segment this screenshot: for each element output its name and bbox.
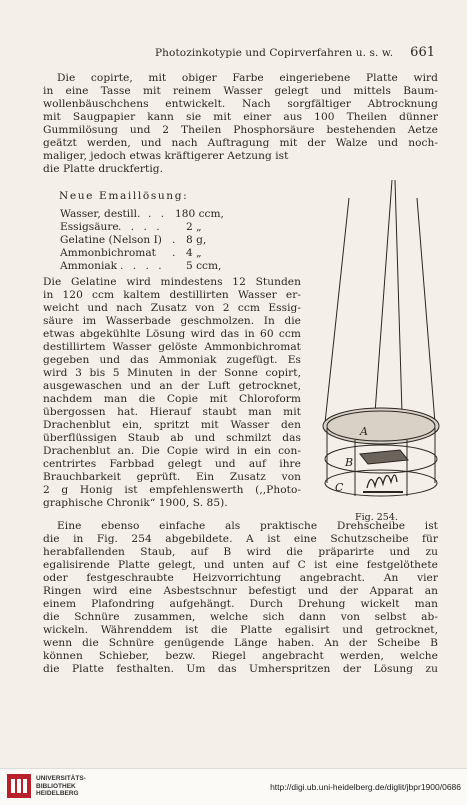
recipe-item-dots: . . . . [120,260,165,272]
text-line: einem Plafondring aufgehängt. Durch Drehung wickelt man [43,598,438,610]
text-line: Drachenblut ein, spritzt mit Wasser den [43,419,301,431]
library-name-line: HEIDELBERG [36,790,79,797]
text-line: in eine Tasse mit reinem Wasser gelegt und mittels Baum- [43,85,438,97]
text-line: oder festgeschraubte Heizvorrichtung angebracht. An vier [43,572,438,584]
text-line: Die copirte, mit obiger Farbe eingeriebene Platte wird [57,72,438,84]
figure-caption: Fig. 254. [355,512,398,523]
text-line: gegeben und das Ammoniak zugefügt. Es [43,354,301,366]
text-line: überflüssigen Staub ab und schmilzt das [43,432,301,444]
text-line: weicht und nach Zusatz von 2 ccm Essig- [43,302,301,314]
text-line: übergossen hat. Hierauf staubt man mit [43,406,301,418]
recipe-item-name: Gelatine (Nelson I) [60,234,162,246]
text-line: Gummilösung und 2 Theilen Phosphorsäure bestehenden Aetze [43,124,438,136]
text-line: graphische Chronik“ 1900, S. 85). [43,497,228,509]
library-logo-icon [6,773,32,799]
recipe-item-name: Essigsäure [60,221,119,233]
text-line: Die Gelatine wird mindestens 12 Stunden [43,276,301,288]
text-line: wollenbäuschchens entwickelt. Nach sorgfältiger Abtrocknung [43,98,438,110]
page-number: 661 [410,45,435,60]
recipe-item-dots: . [172,234,179,246]
turntable-drawing [315,178,445,518]
text-line: wird 3 bis 5 Minuten in der Sonne copirt, [43,367,301,379]
text-line: Ringen wird eine Asbestschnur befestigt und der Apparat an [43,585,438,597]
text-line: in 120 ccm kaltem destillirten Wasser er- [43,289,301,301]
text-line: können Schieber, bezw. Riegel angebracht werden, welche [43,650,438,662]
text-line: ausgewaschen und an der Luft getrocknet, [43,380,301,392]
label-c: C [335,481,344,494]
recipe-item-name: Ammonbichromat [60,247,156,259]
label-b: B [345,456,354,469]
text-line: egalisirende Platte gelegt, und unten auf C ist eine festgelöthete [43,559,438,571]
text-line: mit Saugpapier kann sie mit einer aus 100 Theilen dünner [43,111,438,123]
recipe-item-name: Ammoniak [60,260,118,272]
text-line: destillirtem Wasser gelöste Ammonbichromat [43,341,301,353]
recipe-item-amount: 180 ccm, [175,208,224,220]
text-line: geätzt werden, und nach Auftragung mit der Walze und noch- [43,137,438,149]
text-line: herabfallenden Staub, auf B wird die präparirte und zu [43,546,438,558]
library-name-line: BIBLIOTHEK [36,782,76,790]
text-line: etwas abgekühlte Lösung wird das in 60 ccm [43,328,301,340]
text-line: nachdem man die Copie mit Chloroform [43,393,301,405]
text-line: 2 g Honig ist empfehlenswerth (,,Photo- [43,484,301,496]
recipe-item-amount: 2 „ [186,221,202,233]
text-line: Eine ebenso einfache als praktische Drehscheibe ist [57,520,438,532]
recipe-item-amount: 5 ccm, [186,260,222,272]
recipe-item-name: Wasser, destill. [60,208,141,220]
running-header [0,47,467,63]
text-line: wenn die Schnüre genügende Länge haben. An der Scheibe B [43,637,438,649]
library-name [36,775,86,798]
recipe-heading: Neue Emaillösung: [59,190,189,202]
running-title: Photozinkotypie und Copirverfahren u. s. w. [155,47,394,59]
text-line: die Platte festhalten. Um das Umherspritzen der Lösung zu [43,663,438,675]
recipe-item-dots: . [172,247,179,259]
text-line: die Schnüre zusammen, welche sich dann von selbst ab- [43,611,438,623]
recipe-item-amount: 4 „ [186,247,202,259]
text-line: die in Fig. 254 abgebildete. A ist eine Schutzscheibe für [43,533,438,545]
label-a: A [360,425,368,438]
text-line: säure im Wasserbade geschmolzen. In die [43,315,301,327]
text-line: Drachenblut an. Die Copie wird in ein con- [43,445,301,457]
text-line: Brauchbarkeit geprüft. Ein Zusatz von [43,471,301,483]
recipe-item-dots: . . [148,208,168,220]
text-line: wickeln. Währenddem ist die Platte egalisirt und getrocknet, [43,624,438,636]
recipe-item-amount: 8 g, [186,234,207,246]
text-line: maliger, jedoch etwas kräftigerer Aetzung ist [43,150,289,162]
text-line: die Platte druckfertig. [43,163,164,175]
recipe-item-dots: . . . . [118,221,163,233]
turntable-illustration [315,178,445,518]
text-line: centrirtes Farbbad gelegt und auf ihre [43,458,301,470]
permalink-url[interactable]: http://digi.ub.uni-heidelberg.de/diglit/jbpr1900/0686 [270,782,461,792]
library-name-line: UNIVERSITÄTS- [36,775,86,782]
viewer-footer [0,768,467,805]
